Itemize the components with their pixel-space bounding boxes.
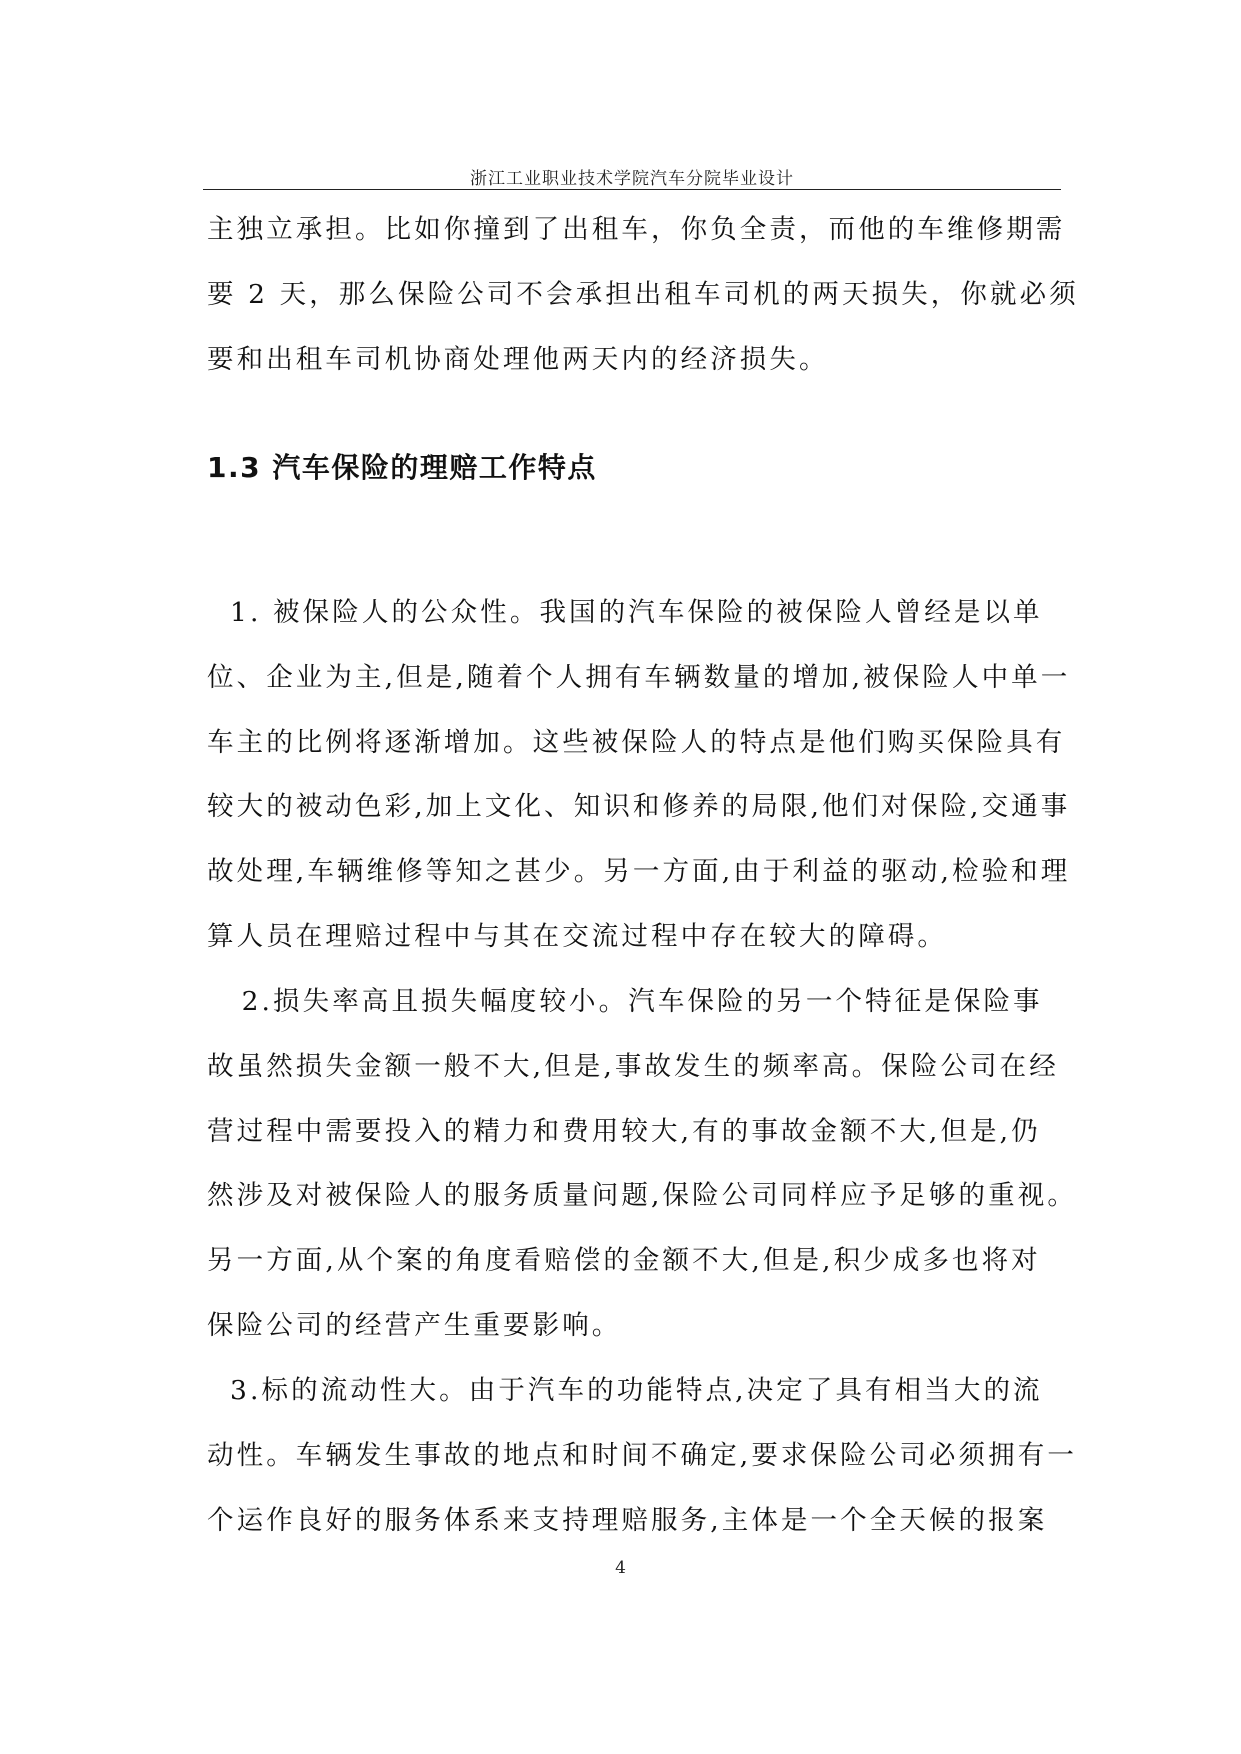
section-heading: 1.3 汽车保险的理赔工作特点 (207, 451, 597, 484)
point-2-line-3: 营过程中需要投入的精力和费用较大,有的事故金额不大,但是,仍 (207, 1115, 1041, 1147)
point-2-line-2: 故虽然损失金额一般不大,但是,事故发生的频率高。保险公司在经 (207, 1050, 1059, 1082)
running-header: 浙江工业职业技术学院汽车分院毕业设计 (470, 169, 794, 189)
point-2-line-5: 另一方面,从个案的角度看赔偿的金额不大,但是,积少成多也将对 (207, 1245, 1041, 1277)
point-1-line-2: 位、企业为主,但是,随着个人拥有车辆数量的增加,被保险人中单一 (207, 661, 1071, 693)
point-1-line-4: 较大的被动色彩,加上文化、知识和修养的局限,他们对保险,交通事 (207, 791, 1071, 823)
page-number: 4 (615, 1558, 626, 1578)
intro-line-3: 要和出租车司机协商处理他两天内的经济损失。 (207, 343, 829, 375)
intro-line-2: 要 2 天，那么保险公司不会承担出租车司机的两天损失，你就必须 (207, 278, 1079, 310)
point-1-line-3: 车主的比例将逐渐增加。这些被保险人的特点是他们购买保险具有 (207, 726, 1066, 758)
point-1-paragraph (207, 597, 1071, 989)
point-3-line-1: 3.标的流动性大。由于汽车的功能特点,决定了具有相当大的流 (207, 1375, 1043, 1406)
point-3-line-2: 动性。车辆发生事故的地点和时间不确定,要求保险公司必须拥有一 (207, 1439, 1077, 1471)
point-1-line-1: 1. 被保险人的公众性。我国的汽车保险的被保险人曾经是以单 (207, 597, 1043, 628)
intro-line-1: 主独立承担。比如你撞到了出租车，你负全责，而他的车维修期需 (207, 214, 1066, 245)
header-rule (203, 189, 1061, 190)
intro-paragraph (207, 214, 1079, 411)
point-3-paragraph (207, 1375, 1077, 1572)
point-2-line-4: 然涉及对被保险人的服务质量问题,保险公司同样应予足够的重视。 (207, 1180, 1077, 1212)
point-1-line-5: 故处理,车辆维修等知之甚少。另一方面,由于利益的驱动,检验和理 (207, 856, 1071, 888)
point-2-line-1: 2.损失率高且损失幅度较小。汽车保险的另一个特征是保险事 (207, 986, 1043, 1017)
point-2-paragraph (207, 986, 1077, 1378)
point-2-line-6: 保险公司的经营产生重要影响。 (207, 1309, 622, 1341)
point-3-line-3: 个运作良好的服务体系来支持理赔服务,主体是一个全天候的报案 (207, 1504, 1048, 1536)
point-1-line-6: 算人员在理赔过程中与其在交流过程中存在较大的障碍。 (207, 920, 947, 952)
